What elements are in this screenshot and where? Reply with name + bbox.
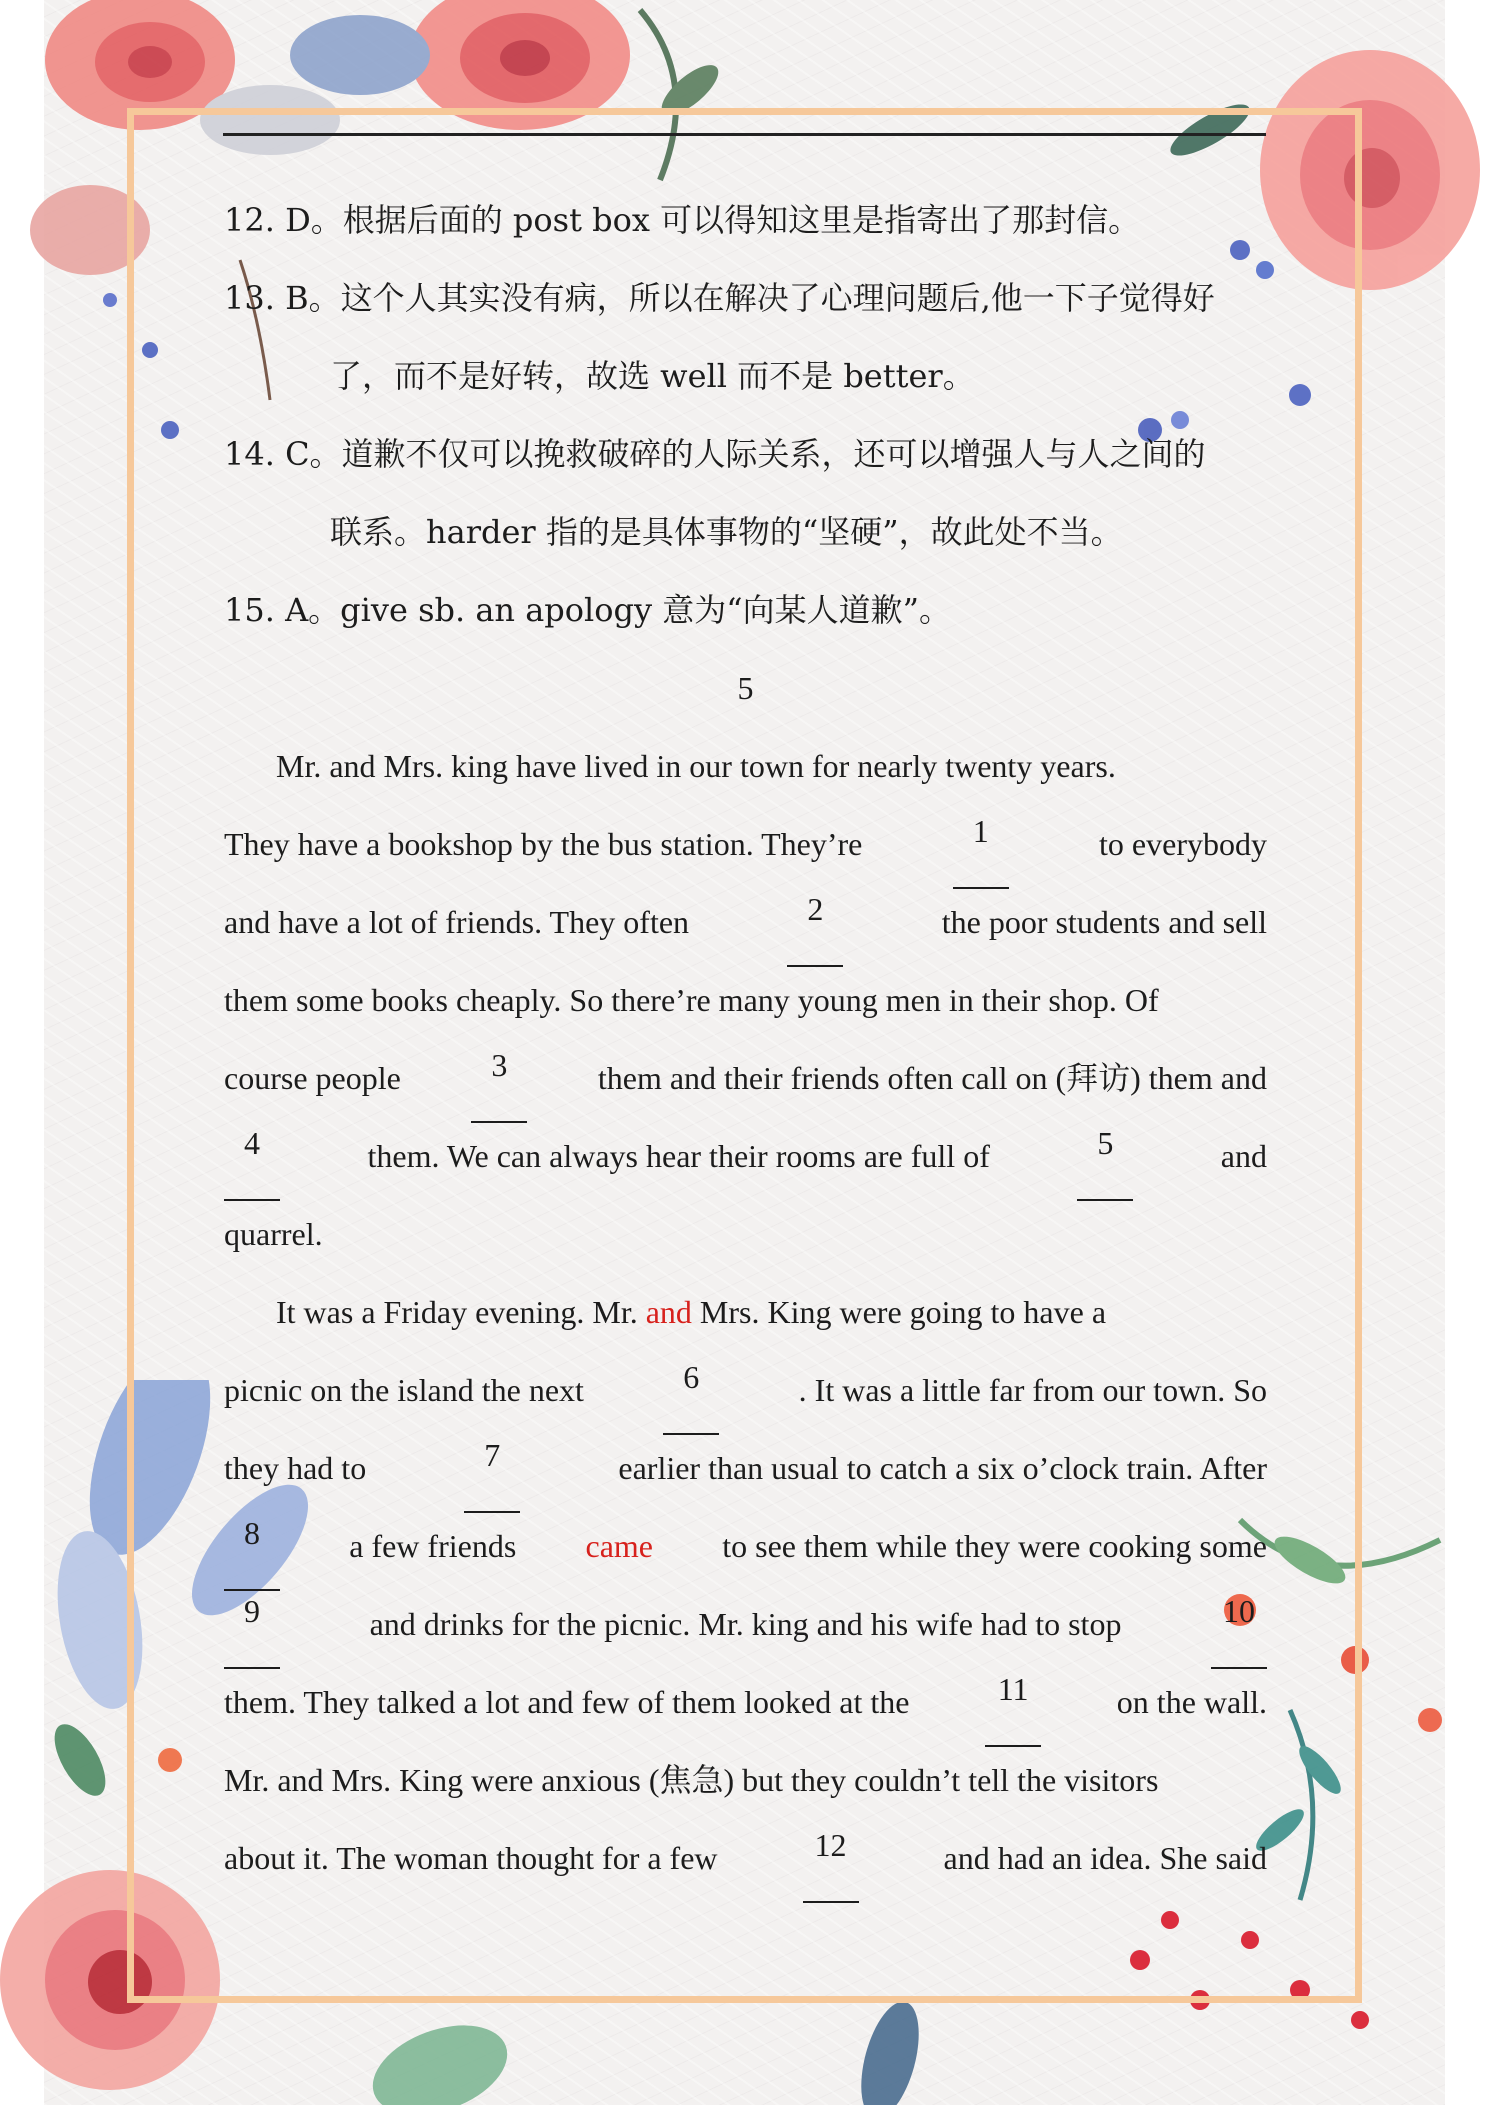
blank-7: 7 (464, 1435, 520, 1513)
passage-text: to everybody (1099, 826, 1267, 862)
answer-text: 12. D。根据后面的 post box 可以得知这里是指寄出了那封信。 (224, 201, 1141, 239)
section-number-text: 5 (737, 670, 754, 706)
passage-p1-line-2 (224, 811, 1267, 889)
answer-text: 联系。harder 指的是具体事物的“坚硬”，故此处不当。 (330, 513, 1123, 551)
answer-15-line-1 (224, 577, 1267, 655)
answer-14-line-2 (224, 499, 1267, 577)
blank-12: 12 (803, 1825, 859, 1903)
passage-p2-line-4 (224, 1513, 1267, 1591)
passage-text: they had to (224, 1450, 367, 1486)
passage-text: a few friends (349, 1528, 517, 1564)
passage-p2-line-3 (224, 1435, 1267, 1513)
passage-text: course people (224, 1060, 401, 1096)
blank-10: 10 (1211, 1591, 1267, 1669)
passage-text: to see them while they were cooking some (722, 1528, 1267, 1564)
passage-text: They have a bookshop by the bus station. They’re (224, 826, 863, 862)
passage-text: earlier than usual to catch a six o’clock train. After (618, 1450, 1267, 1486)
passage-text: Mr. and Mrs. King were anxious (焦急) but they couldn’t tell the visitors (224, 1762, 1159, 1798)
answer-13-line-1 (224, 265, 1267, 343)
passage-text: them some books cheaply. So there’re many young men in their shop. Of (224, 982, 1159, 1018)
answer-text: 了，而不是好转，故选 well 而不是 better。 (330, 357, 975, 395)
blank-11: 11 (985, 1669, 1041, 1747)
highlighted-word: came (585, 1528, 653, 1564)
answer-text: 14. C。道歉不仅可以挽救破碎的人际关系，还可以增强人与人之间的 (224, 435, 1206, 473)
blank-9: 9 (224, 1591, 280, 1669)
passage-p2-line-2 (224, 1357, 1267, 1435)
passage-text: and had an idea. She said (943, 1840, 1267, 1876)
passage-p1-line-4 (224, 967, 1267, 1045)
answer-12-line-1 (224, 187, 1267, 265)
passage-text: them and their friends often call on (拜访) them and (597, 1060, 1267, 1096)
passage-p2-line-8 (224, 1825, 1267, 1903)
passage-text: . It was a little far from our town. So (798, 1372, 1267, 1408)
passage-p2-line-5 (224, 1591, 1267, 1669)
blank-6: 6 (663, 1357, 719, 1435)
blank-1: 1 (953, 811, 1009, 889)
passage-text: about it. The woman thought for a few (224, 1840, 718, 1876)
passage-p1-line-5 (224, 1045, 1267, 1123)
passage-p1-line-6 (224, 1123, 1267, 1201)
passage-text: Mrs. King were going to have a (699, 1294, 1107, 1330)
passage-text: on the wall. (1116, 1684, 1267, 1720)
passage-p2-line-7 (224, 1747, 1267, 1825)
passage-text: and (1220, 1138, 1267, 1174)
blank-2: 2 (787, 889, 843, 967)
blank-8: 8 (224, 1513, 280, 1591)
blank-3: 3 (471, 1045, 527, 1123)
blank-4: 4 (224, 1123, 280, 1201)
answer-text: 13. B。这个人其实没有病，所以在解决了心理问题后,他一下子觉得好 (224, 279, 1215, 317)
highlighted-word: and (645, 1294, 692, 1330)
document-body (224, 187, 1267, 1903)
header-rule (223, 133, 1266, 136)
passage-text: Mr. and Mrs. king have lived in our town for nearly twenty years. (276, 748, 1116, 784)
passage-text: quarrel. (224, 1216, 323, 1252)
answer-14-line-1 (224, 421, 1267, 499)
passage-text: picnic on the island the next (224, 1372, 584, 1408)
passage-p1-line-1 (224, 733, 1267, 811)
passage-text: and drinks for the picnic. Mr. king and his wife had to stop (369, 1606, 1122, 1642)
passage-text: It was a Friday evening. Mr. (276, 1294, 638, 1330)
passage-text: them. We can always hear their rooms are full of (367, 1138, 990, 1174)
answer-text: 15. A。give sb. an apology 意为“向某人道歉”。 (224, 591, 951, 629)
passage-p2-line-1 (224, 1279, 1267, 1357)
passage-p1-line-7 (224, 1201, 1267, 1279)
passage-text: and have a lot of friends. They often (224, 904, 690, 940)
passage-p1-line-3 (224, 889, 1267, 967)
blank-5: 5 (1077, 1123, 1133, 1201)
passage-text: the poor students and sell (941, 904, 1267, 940)
passage-p2-line-6 (224, 1669, 1267, 1747)
answer-13-line-2 (224, 343, 1267, 421)
passage-text: them. They talked a lot and few of them looked at the (224, 1684, 910, 1720)
section-number (224, 655, 1267, 733)
